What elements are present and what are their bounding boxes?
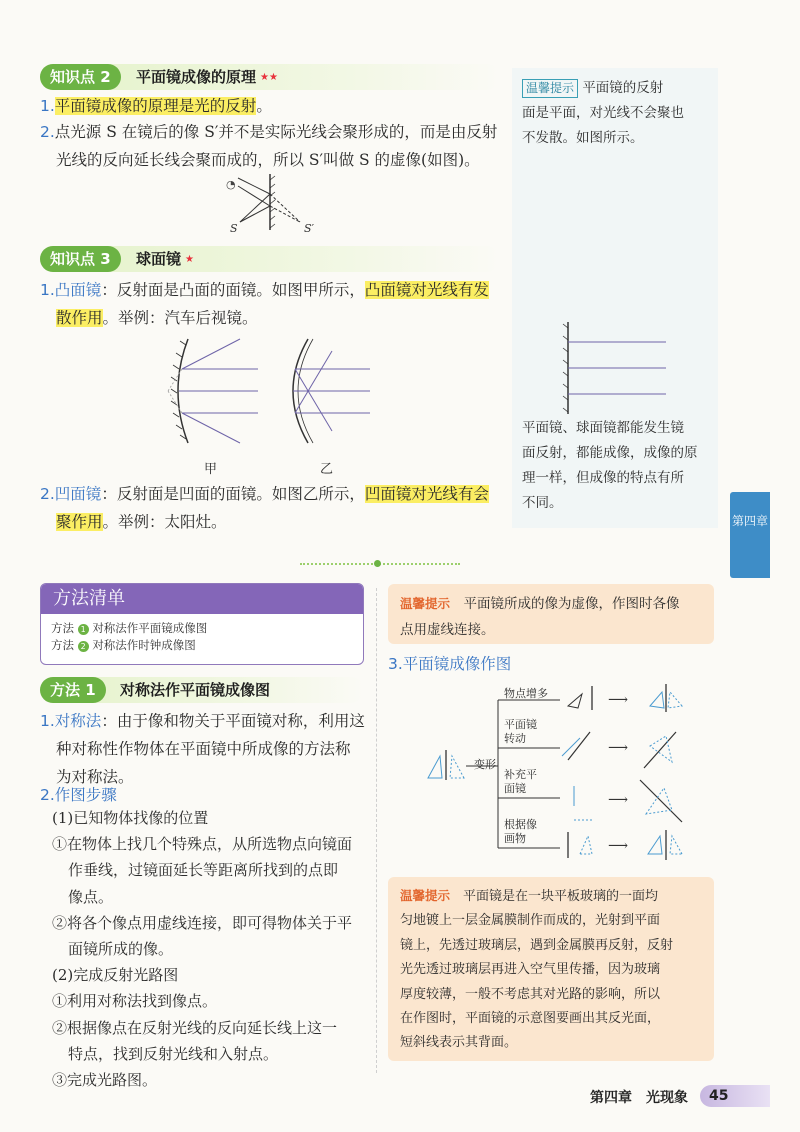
section3-heading: 3.平面镜成像作图	[388, 655, 512, 673]
branch-label: 补充平 面镜	[504, 768, 537, 795]
kp2-header	[40, 64, 500, 90]
method1-header	[40, 677, 364, 703]
kp3-title: 球面镜	[136, 250, 182, 268]
branch-4-figure	[568, 830, 682, 860]
step-line: 面镜所成的像。	[68, 940, 174, 959]
method-list-title: 方法清单	[41, 584, 363, 614]
convex-mirror	[168, 339, 258, 443]
method1-label: 方法 1	[40, 677, 106, 703]
reflected-ray	[238, 186, 270, 206]
kp3-label: 知识点 3	[40, 246, 121, 272]
method1-point1: 1.对称法：由于像和物关于平面镜对称，利用这 种对称性作物体在平面镜中所成像的方法称 为对称法。	[40, 712, 365, 786]
spherical-mirror-figure	[160, 335, 380, 447]
fig-label-jia: 甲	[204, 462, 218, 477]
kp3-point2: 2.凹面镜：反射面是凹面的面镜。如图乙所示，凹面镜对光线有会 聚作用。举例：太阳灶。	[40, 485, 489, 531]
fig-label-yi: 乙	[320, 462, 334, 477]
method1-point2: 2.作图步骤	[40, 786, 117, 804]
kp2-stars: ★★	[260, 72, 278, 83]
kp3-stars: ★	[185, 254, 194, 265]
method-list-item[interactable]: 方法 2 对称法作时钟成像图	[51, 638, 196, 652]
method-list-item[interactable]: 方法 1 对称法作平面镜成像图	[51, 621, 208, 635]
step-line: (2)完成反射光路图	[52, 966, 179, 985]
tip-badge: 温馨提示	[400, 596, 451, 611]
kp2-label: 知识点 2	[40, 64, 121, 90]
arrow-icon: ⟶	[608, 740, 629, 756]
branch-label: 根据像 画物	[504, 818, 537, 845]
step-line: ①利用对称法找到像点。	[52, 992, 218, 1011]
step-line: ②根据像点在反射光线的反向延长线上这一	[52, 1018, 338, 1037]
branch-2-figure	[562, 732, 676, 768]
reflected-ray	[238, 178, 270, 194]
tip-box-virtual-image: 温馨提示 平面镜所成的像为虚像，作图时各像 点用虚线连接。	[388, 584, 714, 644]
branch-label: 平面镜 转动	[504, 718, 537, 745]
column-divider	[376, 588, 377, 1073]
step-line: 像点。	[68, 887, 114, 906]
method1-title: 对称法作平面镜成像图	[120, 681, 271, 699]
transform-diagram	[420, 680, 720, 860]
transform-label: 变形	[474, 758, 496, 771]
footer-chapter: 第四章 光现象	[590, 1090, 688, 1106]
branch-3-figure	[574, 780, 682, 822]
step-line: ①在物体上找几个特殊点，从所选物点向镜面	[52, 835, 353, 854]
arrow-icon: ⟶	[608, 792, 629, 808]
method-list-box	[40, 583, 364, 665]
kp2-point2: 2.点光源 S 在镜后的像 S′并不是实际光线会聚形成的，而是由反射 光线的反向延长线会聚而成的，所以 S′叫做 S 的虚像(如图)。	[40, 123, 498, 169]
tip-badge: 温馨提示	[400, 888, 451, 903]
step-line: (1)已知物体找像的位置	[52, 809, 209, 827]
kp3-point1: 1.凸面镜：反射面是凸面的面镜。如图甲所示，凸面镜对光线有发 散作用。举例：汽车后视镜。	[40, 281, 489, 327]
step-line: 特点，找到反射光线和入射点。	[68, 1044, 279, 1063]
page-number: 45	[700, 1085, 770, 1107]
steps-list	[52, 805, 372, 1093]
source-object	[428, 750, 464, 780]
branch-label: 物点增多	[504, 687, 548, 700]
eye-icon: ◔	[226, 178, 236, 191]
label-s-prime: S′	[304, 222, 315, 235]
chapter-side-tab[interactable]: 第四章	[730, 492, 770, 578]
divider-dot	[374, 560, 381, 567]
tip-badge: 温馨提示	[522, 79, 578, 98]
arrow-icon: ⟶	[608, 838, 629, 854]
step-line: ②将各个像点用虚线连接，即可得物体关于平	[52, 913, 353, 932]
kp2-point1: 1.平面镜成像的原理是光的反射。	[40, 97, 272, 115]
concave-mirror	[293, 339, 370, 443]
tip-panel-note: 平面镜、球面镜都能发生镜 面反射，都能成像，成像的原 理一样，但成像的特点有所 不同。	[522, 420, 698, 511]
plane-mirror-figure	[562, 320, 672, 416]
step-line: ③完成光路图。	[52, 1071, 158, 1090]
branch-1-figure	[568, 684, 682, 712]
label-s: S	[230, 222, 238, 235]
step-line: 作垂线，过镜面延长等距离所找到的点即	[68, 861, 339, 880]
tip-box-mirror-structure: 温馨提示 平面镜是在一块平板玻璃的一面均 匀地镀上一层金属膜制作而成的，光射到平面 镜上，先透过玻璃层，遇到金属膜再反射，反射 光先透过玻璃层再进入空气里传播，因为玻璃 厚度较薄，一般不考虑其对光路的影响，所以 在作图时，平面镜的示意图要画出其反光面， 短斜线表示其背面。	[388, 877, 714, 1061]
highlight: 平面镜成像的原理是光的反射	[54, 97, 257, 115]
arrow-icon: ⟶	[608, 692, 629, 708]
tip-panel-right: 温馨提示 平面镜的反射 面是平面，对光线不会聚也 不发散。如图所示。 平面镜、球面镜都能发生镜 面反射，都能成像，成像的原 理一样，但成像的特点有所 不同。	[512, 68, 718, 528]
virtual-image-figure	[220, 172, 330, 238]
kp2-title: 平面镜成像的原理	[136, 68, 257, 86]
kp3-header	[40, 246, 500, 272]
